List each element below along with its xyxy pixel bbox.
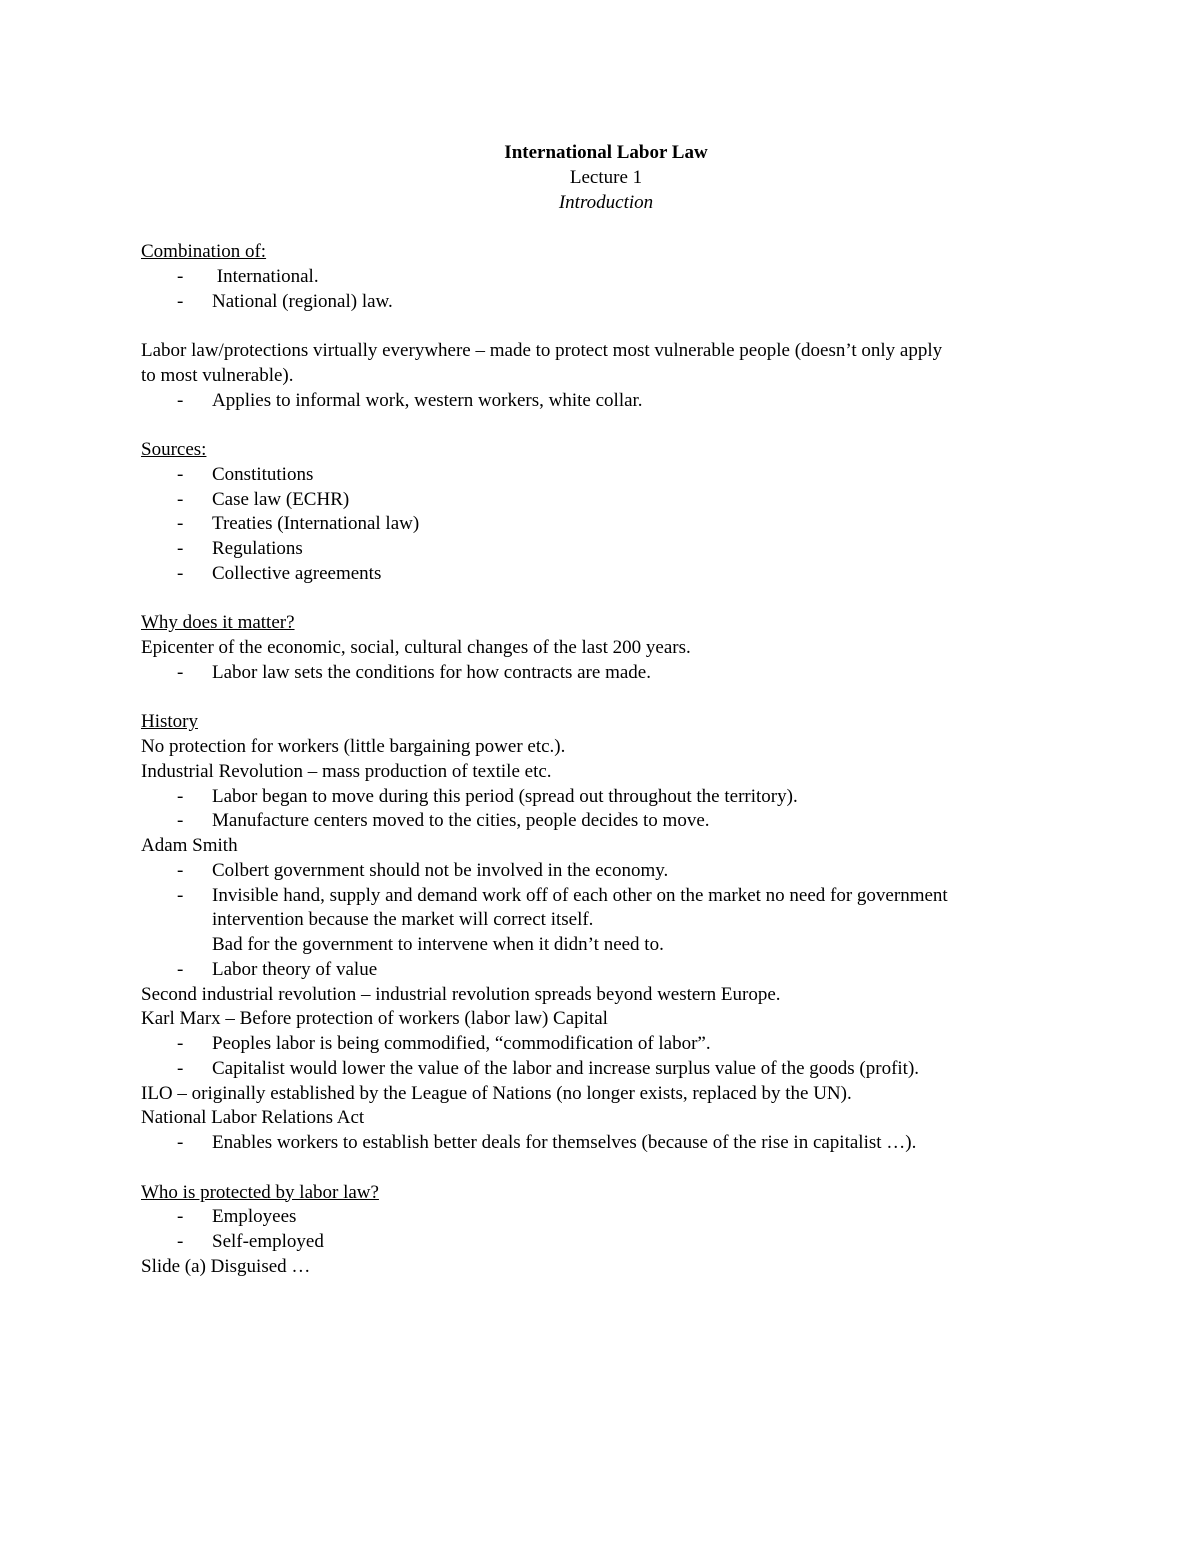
list-item <box>141 265 1071 290</box>
section-heading-protected: Who is protected by labor law? <box>141 1181 379 1203</box>
bullet-marker: - <box>177 1033 184 1054</box>
bullet-marker: - <box>177 785 184 807</box>
paragraph-line: Labor law/protections virtually everywhere – made to protect most vulnerable people (doesn’t only apply <box>141 340 943 361</box>
bullet-marker: - <box>177 265 184 287</box>
list-item-continuation: intervention because the market will correct itself. <box>212 909 594 931</box>
paragraph-line: ILO – originally established by the League of Nations (no longer exists, replaced by the UN). <box>141 1082 852 1104</box>
section-heading-combination: Combination of: <box>141 241 267 262</box>
list-item <box>141 809 1071 834</box>
paragraph-line: Slide (a) Disguised … <box>141 1255 311 1277</box>
list-item <box>141 1131 1071 1156</box>
paragraph-line: No protection for workers (little bargaining power etc.). <box>141 736 566 757</box>
spacer <box>141 215 1071 240</box>
list-item-text: International. <box>212 265 319 287</box>
list-item <box>141 389 1071 414</box>
list-item <box>141 290 1071 315</box>
list-item <box>141 785 1071 810</box>
bullet-marker: - <box>177 884 184 906</box>
paragraph-line: National Labor Relations Act <box>141 1107 365 1129</box>
document-body <box>141 141 1071 1280</box>
list-item-text: Invisible hand, supply and demand work off of each other on the market no need for government <box>212 884 948 906</box>
list-item <box>141 1032 1071 1057</box>
list-item <box>141 884 1071 909</box>
bullet-marker: - <box>177 513 184 535</box>
list-item-text: Labor law sets the conditions for how contracts are made. <box>212 661 651 683</box>
list-item <box>141 859 1071 884</box>
paragraph-line: Karl Marx – Before protection of workers (labor law) Capital <box>141 1008 608 1030</box>
bullet-marker: - <box>177 1231 184 1252</box>
list-item-text: Constitutions <box>212 463 314 485</box>
list-item <box>141 463 1071 488</box>
list-item-text: Employees <box>212 1206 297 1228</box>
document-subtitle: Introduction <box>558 191 654 213</box>
document-title: International Labor Law <box>504 142 708 163</box>
paragraph-line: Adam Smith <box>141 835 238 856</box>
bullet-marker: - <box>177 463 184 485</box>
list-item-text: Colbert government should not be involved in the economy. <box>212 859 669 881</box>
bullet-marker: - <box>177 958 184 980</box>
list-item <box>141 958 1071 983</box>
paragraph-line: Industrial Revolution – mass production of textile etc. <box>141 760 552 782</box>
section-heading-why: Why does it matter? <box>141 612 295 634</box>
spacer <box>141 314 1071 339</box>
list-item-text: Peoples labor is being commodified, “commodification of labor”. <box>212 1033 711 1054</box>
spacer <box>141 1156 1071 1181</box>
list-item-text: Capitalist would lower the value of the labor and increase surplus value of the goods (profit). <box>212 1057 920 1079</box>
bullet-marker: - <box>177 810 184 832</box>
list-item-text: Treaties (International law) <box>212 513 420 535</box>
list-item-text: Labor theory of value <box>212 958 378 980</box>
bullet-marker: - <box>177 661 184 683</box>
list-item-text: Self-employed <box>212 1231 324 1252</box>
list-item-text: Collective agreements <box>212 562 382 584</box>
list-item <box>141 1230 1071 1255</box>
list-item <box>141 488 1071 513</box>
list-item <box>141 661 1071 686</box>
bullet-marker: - <box>177 1057 184 1079</box>
paragraph-line: to most vulnerable). <box>141 364 294 386</box>
spacer <box>141 686 1071 711</box>
paragraph-line: Second industrial revolution – industrial revolution spreads beyond western Europe. <box>141 983 781 1005</box>
bullet-marker: - <box>177 538 184 559</box>
list-item <box>141 512 1071 537</box>
spacer <box>141 587 1071 612</box>
bullet-marker: - <box>177 1206 184 1228</box>
paragraph-line: Epicenter of the economic, social, cultural changes of the last 200 years. <box>141 637 691 658</box>
list-item-text: Manufacture centers moved to the cities, people decides to move. <box>212 810 710 832</box>
list-item-continuation: Bad for the government to intervene when it didn’t need to. <box>212 934 664 955</box>
bullet-marker: - <box>177 859 184 881</box>
spacer <box>141 413 1071 438</box>
list-item-text: Labor began to move during this period (spread out throughout the territory). <box>212 785 798 807</box>
lecture-number: Lecture 1 <box>569 166 643 188</box>
list-item-text: National (regional) law. <box>212 290 393 312</box>
list-item-text: Enables workers to establish better deals for themselves (because of the rise in capitalist …). <box>212 1132 917 1153</box>
bullet-marker: - <box>177 389 184 411</box>
list-item <box>141 1205 1071 1230</box>
list-item <box>141 562 1071 587</box>
list-item-text: Applies to informal work, western workers, white collar. <box>212 389 643 411</box>
bullet-marker: - <box>177 1132 184 1153</box>
list-item-text: Case law (ECHR) <box>212 488 350 510</box>
list-item <box>141 537 1071 562</box>
list-item-text: Regulations <box>212 538 303 559</box>
section-heading-sources: Sources: <box>141 439 207 460</box>
list-item <box>141 1057 1071 1082</box>
section-heading-history: History <box>141 711 198 733</box>
bullet-marker: - <box>177 488 184 510</box>
bullet-marker: - <box>177 290 184 312</box>
bullet-marker: - <box>177 562 184 584</box>
